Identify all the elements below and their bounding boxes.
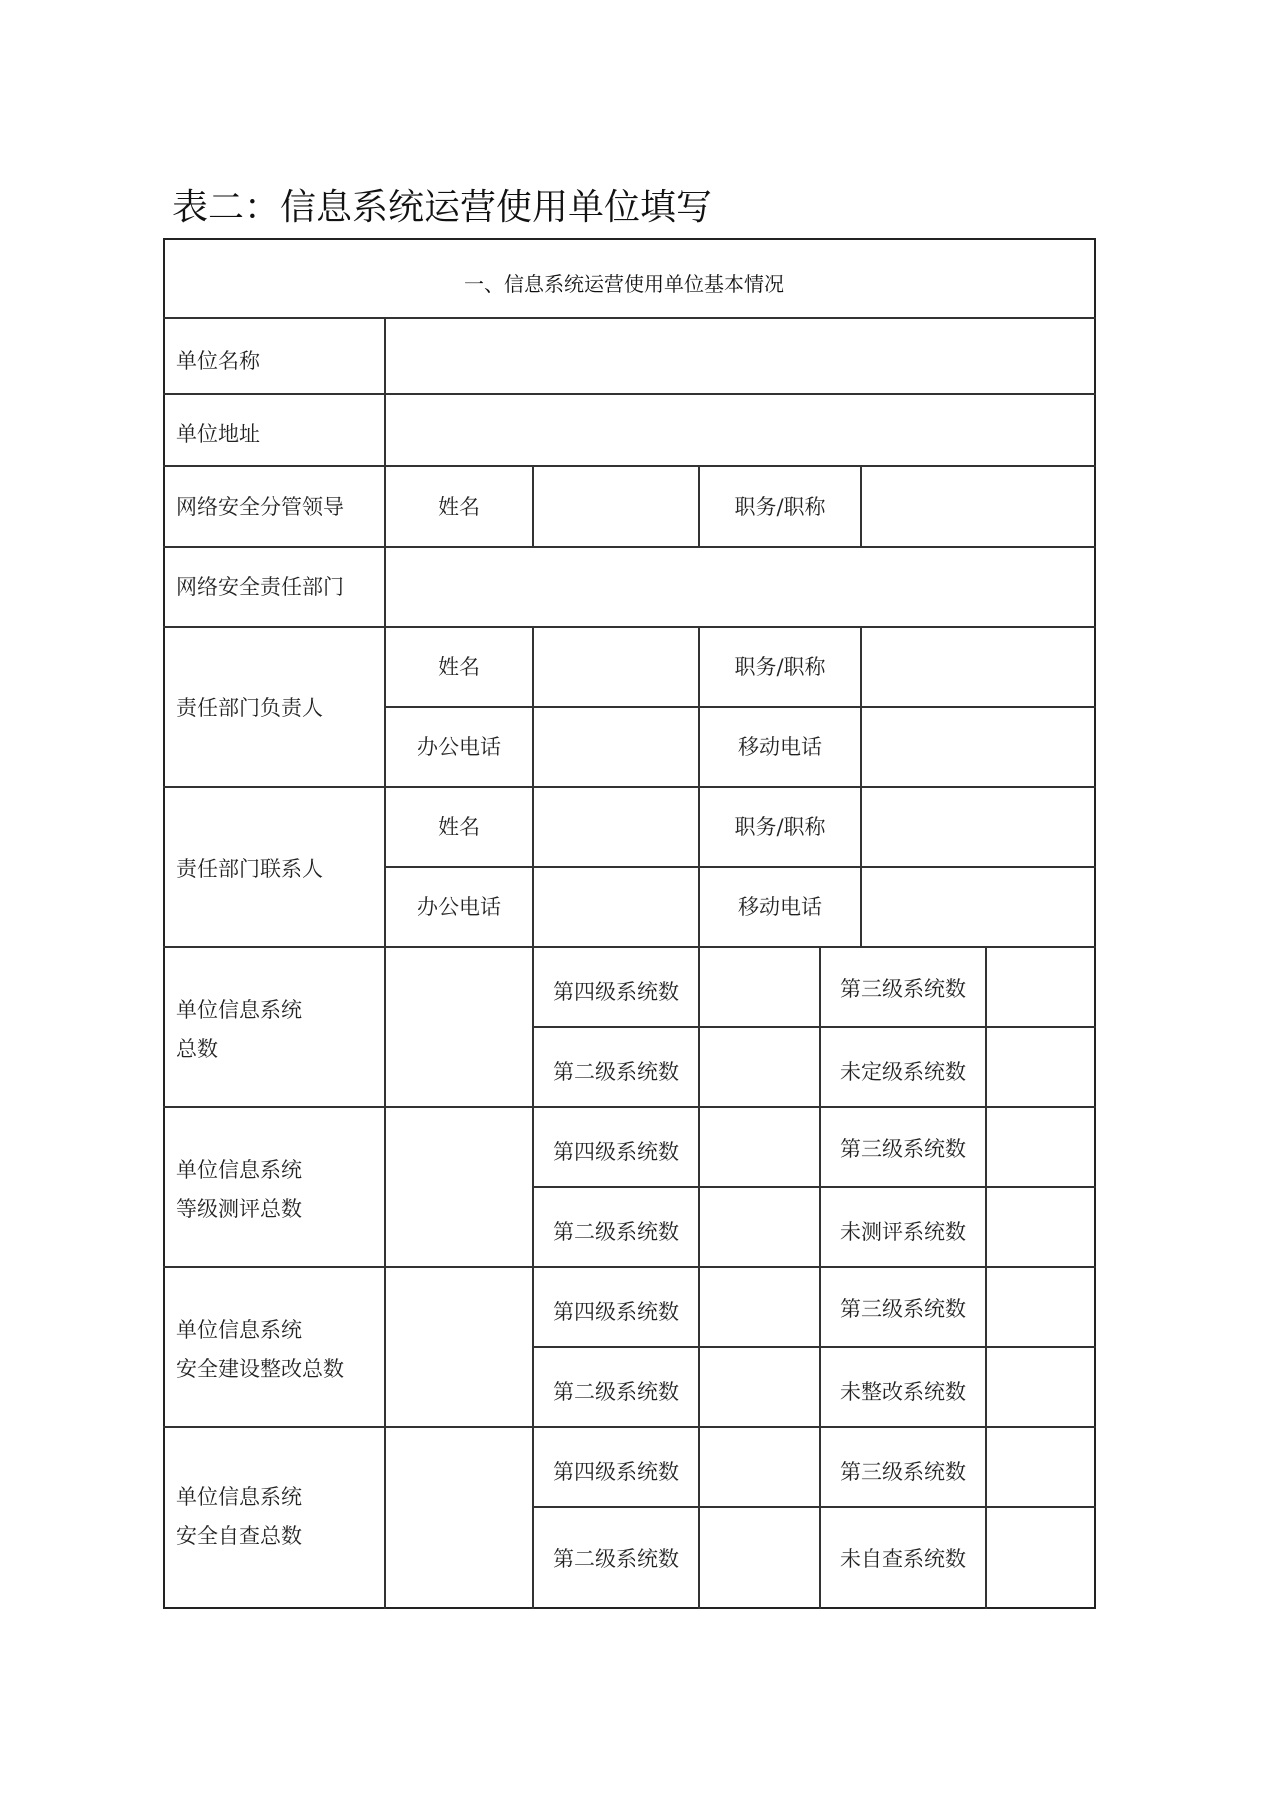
- level3-label: 第三级系统数: [840, 1137, 966, 1161]
- other-field[interactable]: [987, 1028, 1094, 1106]
- dept-contact-name-label: 姓名: [438, 815, 480, 839]
- security-leader-label: 网络安全分管领导: [176, 495, 344, 519]
- column-divider: [819, 946, 821, 1609]
- row-divider: [163, 946, 1096, 948]
- level3-label: 第三级系统数: [840, 977, 966, 1001]
- system-group-label-line1: 单位信息系统: [176, 1158, 302, 1182]
- dept-head-name-label: 姓名: [438, 655, 480, 679]
- system-group-total-field[interactable]: [386, 1268, 532, 1426]
- level3-field[interactable]: [987, 1108, 1094, 1186]
- level2-label: 第二级系统数: [553, 1380, 679, 1404]
- section-header: 一、信息系统运营使用单位基本情况: [464, 272, 784, 296]
- dept-head-name-field[interactable]: [534, 628, 698, 706]
- system-group-label-line2: 等级测评总数: [176, 1197, 302, 1221]
- level3-label: 第三级系统数: [840, 1460, 966, 1484]
- level2-label: 第二级系统数: [553, 1547, 679, 1571]
- dept-contact-mobile-field[interactable]: [862, 868, 1094, 946]
- system-group-label-line1: 单位信息系统: [176, 1318, 302, 1342]
- leader-title-label: 职务/职称: [734, 495, 826, 519]
- dept-head-mobile-field[interactable]: [862, 708, 1094, 786]
- system-group-total-field[interactable]: [386, 948, 532, 1106]
- level4-field[interactable]: [700, 1108, 819, 1186]
- security-dept-label: 网络安全责任部门: [176, 575, 344, 599]
- level4-field[interactable]: [700, 1428, 819, 1506]
- page-title: 表二：信息系统运营使用单位填写: [172, 187, 713, 228]
- dept-contact-title-field[interactable]: [862, 788, 1094, 866]
- unit-name-field[interactable]: [386, 319, 1094, 393]
- other-label: 未自查系统数: [840, 1547, 966, 1571]
- level4-label: 第四级系统数: [553, 1140, 679, 1164]
- other-label: 未整改系统数: [840, 1380, 966, 1404]
- level2-label: 第二级系统数: [553, 1220, 679, 1244]
- dept-contact-title-label: 职务/职称: [734, 815, 826, 839]
- dept-head-office-phone-label: 办公电话: [417, 735, 501, 759]
- row-divider: [163, 1426, 1096, 1428]
- dept-contact-office-phone-label: 办公电话: [417, 895, 501, 919]
- level3-label: 第三级系统数: [840, 1297, 966, 1321]
- dept-contact-name-field[interactable]: [534, 788, 698, 866]
- level4-field[interactable]: [700, 948, 819, 1026]
- level2-field[interactable]: [700, 1508, 819, 1607]
- level4-label: 第四级系统数: [553, 1460, 679, 1484]
- system-group-total-field[interactable]: [386, 1108, 532, 1266]
- dept-contact-office-phone-field[interactable]: [534, 868, 698, 946]
- row-divider: [163, 1106, 1096, 1108]
- level4-label: 第四级系统数: [553, 1300, 679, 1324]
- other-field[interactable]: [987, 1348, 1094, 1426]
- level4-field[interactable]: [700, 1268, 819, 1346]
- dept-head-title-field[interactable]: [862, 628, 1094, 706]
- level2-field[interactable]: [700, 1028, 819, 1106]
- row-divider: [163, 1266, 1096, 1268]
- leader-name-field[interactable]: [534, 467, 698, 546]
- other-field[interactable]: [987, 1188, 1094, 1266]
- level2-field[interactable]: [700, 1188, 819, 1266]
- column-divider: [698, 465, 700, 546]
- system-group-total-field[interactable]: [386, 1428, 532, 1607]
- level3-field[interactable]: [987, 1428, 1094, 1506]
- level2-label: 第二级系统数: [553, 1060, 679, 1084]
- system-group-label-line2: 总数: [176, 1037, 218, 1061]
- system-group-label-line2: 安全建设整改总数: [176, 1357, 344, 1381]
- other-label: 未测评系统数: [840, 1220, 966, 1244]
- dept-head-label: 责任部门负责人: [176, 696, 323, 720]
- level3-field[interactable]: [987, 948, 1094, 1026]
- security-dept-field[interactable]: [386, 548, 1094, 626]
- system-group-label-line1: 单位信息系统: [176, 998, 302, 1022]
- unit-address-field[interactable]: [386, 395, 1094, 465]
- unit-address-label: 单位地址: [176, 422, 260, 446]
- dept-head-mobile-label: 移动电话: [738, 735, 822, 759]
- unit-name-label: 单位名称: [176, 349, 260, 373]
- dept-contact-mobile-label: 移动电话: [738, 895, 822, 919]
- level2-field[interactable]: [700, 1348, 819, 1426]
- system-group-label-line2: 安全自查总数: [176, 1524, 302, 1548]
- dept-head-title-label: 职务/职称: [734, 655, 826, 679]
- level3-field[interactable]: [987, 1268, 1094, 1346]
- other-field[interactable]: [987, 1508, 1094, 1607]
- level4-label: 第四级系统数: [553, 980, 679, 1004]
- other-label: 未定级系统数: [840, 1060, 966, 1084]
- leader-name-label: 姓名: [438, 495, 480, 519]
- dept-head-office-phone-field[interactable]: [534, 708, 698, 786]
- leader-title-field[interactable]: [862, 467, 1094, 546]
- dept-contact-label: 责任部门联系人: [176, 857, 323, 881]
- system-group-label-line1: 单位信息系统: [176, 1485, 302, 1509]
